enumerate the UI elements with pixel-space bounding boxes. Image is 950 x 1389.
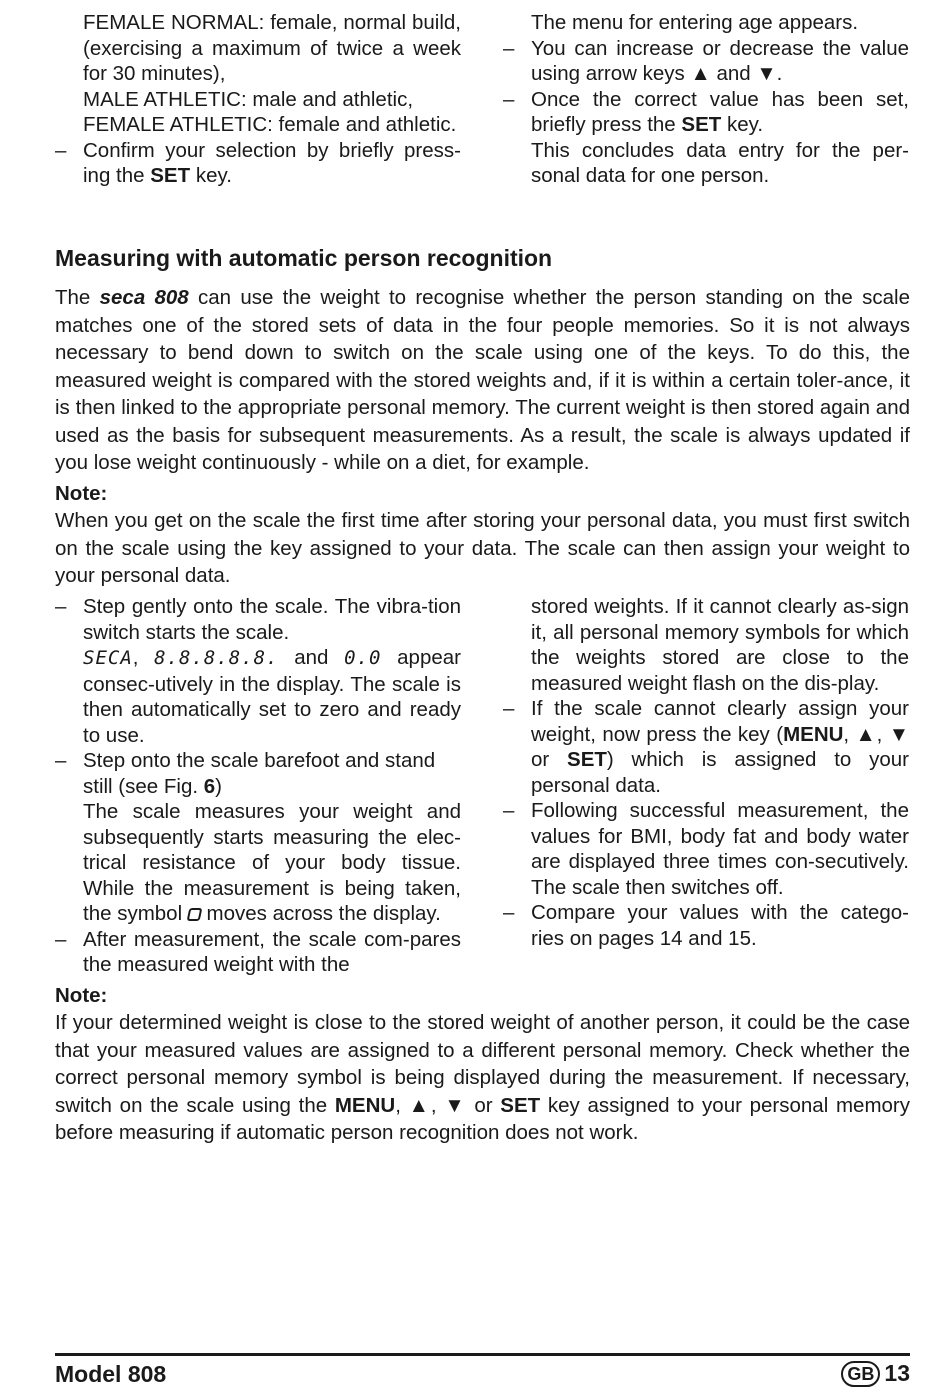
dash: –: [55, 595, 67, 618]
dash: –: [503, 901, 515, 924]
footer-divider: [55, 1353, 910, 1356]
menu-age-text: The menu for entering age appears.: [531, 11, 859, 34]
display-sequence-text: [55, 645, 461, 748]
steps-right-column: [503, 594, 909, 951]
set-key-label: SET: [681, 113, 722, 136]
intro-paragraph: [55, 284, 910, 477]
measure-text: [55, 799, 461, 927]
step-barefoot-text: Step onto the scale barefoot and stand still (see Fig.: [83, 749, 436, 798]
note2-text-mid: , ▲, ▼ or: [395, 1093, 501, 1117]
footer-page-info: [841, 1360, 910, 1387]
menu-key-label: MENU: [334, 1093, 396, 1117]
after-measurement-text: After measurement, the scale com-pares the measured weight with the: [83, 927, 461, 976]
steps-left-column: [55, 594, 461, 978]
assign-text-mid: , ▲, ▼ or: [531, 722, 909, 771]
list-item-set: [503, 87, 909, 138]
separator: ,: [132, 646, 155, 669]
page-number: 13: [884, 1360, 910, 1386]
assign-text-end: ) which is assigned to your personal data.: [531, 748, 909, 797]
display-sequence-end: appear consec-utively in the display. The scale is then automatically set to zero and ready to use.: [83, 646, 461, 747]
display-eights: 8.8.8.8.8.: [154, 647, 279, 669]
note2-text-end: key assigned to your personal memory before measuring if automatic person recognition does not work.: [55, 1093, 911, 1144]
footer-model: Model 808: [55, 1361, 167, 1387]
set-text-end: key.: [721, 113, 764, 136]
top-left-column: [55, 10, 461, 189]
note-text-2: [55, 1009, 910, 1147]
stored-weights-text: stored weights. If it cannot clearly as-sign it, all personal memory symbols for which the weights stored are close to the measured weight flash on the dis-play.: [531, 595, 909, 695]
note-label-2: Note:: [55, 984, 108, 1007]
dash: –: [55, 749, 67, 772]
display-seca: SECA: [83, 647, 133, 669]
dash: –: [55, 138, 67, 162]
list-item-after-measurement: [55, 927, 461, 978]
paren-close: ): [215, 774, 222, 798]
male-athletic-text: MALE ATHLETIC: male and athletic,: [83, 87, 414, 111]
measure-text-start: The scale measures your weight and subsequently starts measuring the elec-trical resistance of your body tissue. While the measurement is being taken, the symbol: [83, 800, 461, 925]
list-item-arrows: [503, 36, 909, 87]
set-key-label: SET: [150, 164, 191, 187]
following-text: Following successful measurement, the values for BMI, body fat and body water are displayed three times con-secutively. The scale then switches off.: [531, 799, 909, 899]
dash: –: [503, 87, 515, 111]
menu-key-label: MENU: [783, 722, 844, 746]
step-gently-text: Step gently onto the scale. The vibra-tion switch starts the scale.: [83, 595, 461, 644]
intro-text-start: The: [55, 286, 100, 309]
list-item-following: [503, 798, 909, 900]
measure-text-end: moves across the display.: [200, 902, 441, 925]
list-item-step-gently: [55, 594, 461, 645]
intro-text: can use the weight to recognise whether the person standing on the scale matches one of the stored sets of data in the four people memories. So it is not always necessary to bend down to switch on the scale using one of the keys. To do this, the measured weight is compared with the stored weights and, if it is within a certain toler-ance, it is then linked to the appropriate personal memory. The current weight is then stored again and used as the basis for subsequent measurements. As a result, the scale is always updated if you lose weight continuously - while on a diet, for example.: [55, 286, 910, 474]
top-right-column: [503, 10, 909, 189]
brand-name: seca 808: [99, 286, 189, 309]
note-label: Note:: [55, 482, 108, 505]
confirm-text: Confirm your selection by briefly press-ing the: [83, 138, 461, 187]
display-zero: 0.0: [344, 647, 382, 669]
female-athletic-text: FEMALE ATHLETIC: female and athletic.: [83, 113, 457, 136]
list-item-confirm: [55, 138, 461, 189]
list-item-assign: [503, 696, 909, 798]
note2-text-start: If your determined weight is close to the stored weight of another person, it could be the case that your measured values are assigned to a different personal memory. Check whether the correct personal memory symbol is being displayed during the measurement. If necessary, switch on the scale using the: [55, 1011, 910, 1117]
conclude-text: This concludes data entry for the per-sonal data for one person.: [531, 138, 909, 187]
set-key-label: SET: [500, 1093, 541, 1117]
dash: –: [503, 697, 515, 720]
assign-text: If the scale cannot clearly assign your weight, now press the key (: [531, 697, 909, 746]
dash: –: [503, 36, 515, 60]
note-text: When you get on the scale the first time after storing your personal data, you must first switch on the scale using the key assigned to your data. The scale can then assign your weight to your personal data.: [55, 509, 910, 587]
compare-text: Compare your values with the catego-ries on pages 14 and 15.: [531, 901, 909, 950]
arrow-keys-text: You can increase or decrease the value using arrow keys ▲ and ▼.: [531, 36, 909, 85]
list-item-compare: [503, 900, 909, 951]
set-key-label: SET: [567, 748, 607, 771]
separator: and: [278, 646, 345, 669]
language-badge: GB: [841, 1361, 880, 1387]
list-item-step-barefoot: [55, 748, 461, 799]
dash: –: [503, 799, 515, 822]
female-normal-text: FEMALE NORMAL: female, normal build, (exercising a maximum of twice a week for 30 minutes),: [83, 11, 461, 85]
dash: –: [55, 927, 67, 951]
set-text: Once the correct value has been set, briefly press the: [531, 87, 909, 136]
section-heading: Measuring with automatic person recognition: [55, 245, 553, 271]
confirm-text-end: key.: [190, 164, 232, 187]
figure-number: 6: [203, 774, 216, 798]
